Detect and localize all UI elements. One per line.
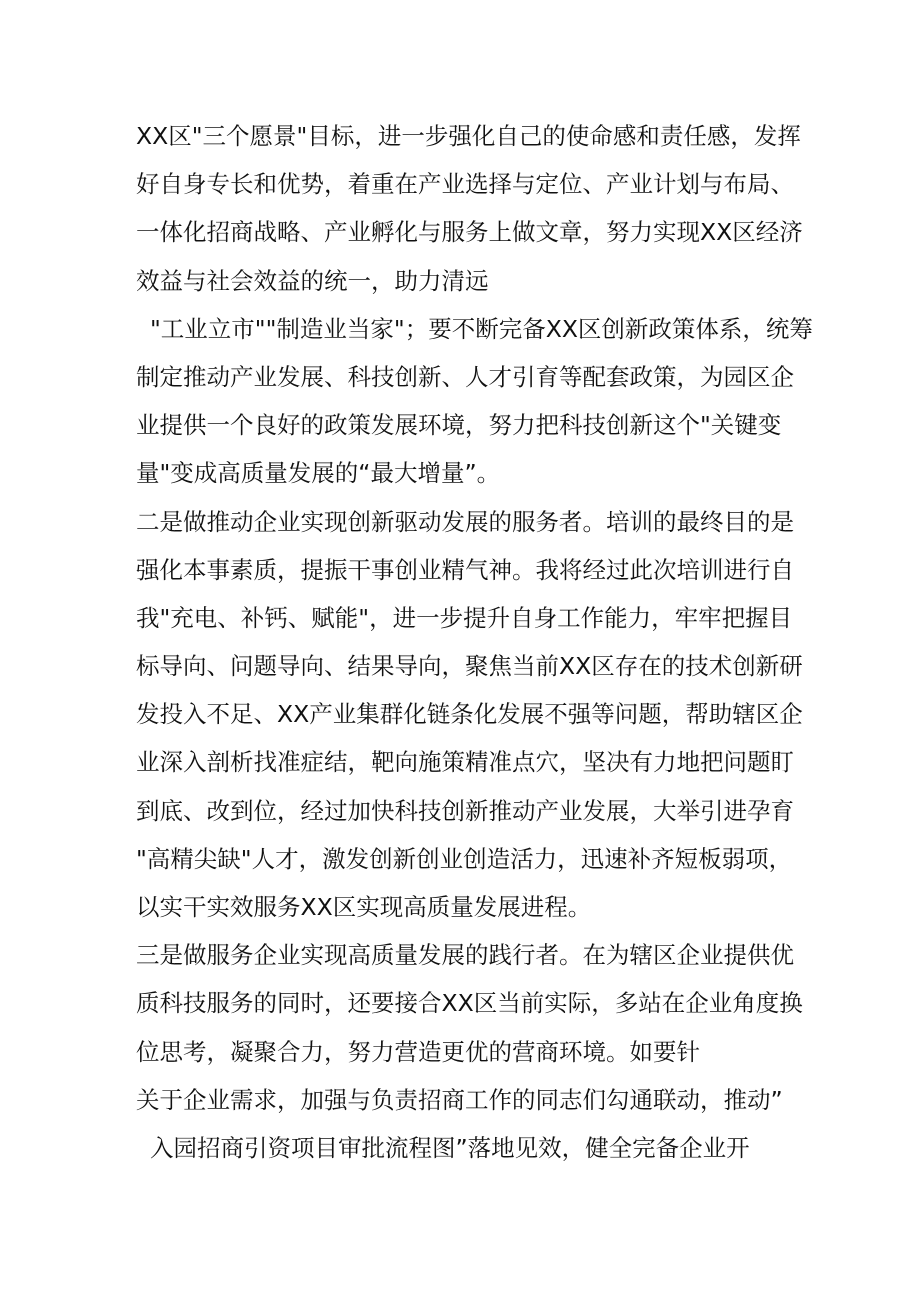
text-line-21: 关于企业需求，加强与负责招商工作的同志们勾通联动，推动” xyxy=(136,1085,783,1114)
text-line-9: 二是做推动企业实现创新驱动发展的服务者。培训的最终目的是 xyxy=(136,507,794,536)
text-line-7: 业提供一个良好的政策发展环境，努力把科技创新这个"关键变 xyxy=(136,411,782,440)
text-line-2: 好自身专长和优势，着重在产业选择与定位、产业计划与布局、 xyxy=(136,170,794,199)
text-line-8: 量"变成高质量发展的“最大增量”。 xyxy=(136,459,501,488)
text-line-17: 以实干实效服务XX区实现高质量发展进程。 xyxy=(136,893,592,921)
text-line-12: 标导向、问题导向、结果导向，聚焦当前XX区存在的技术创新研 xyxy=(136,652,803,681)
text-line-11: 我"充电、补钙、赋能"，进一步提升自身工作能力，牢牢把握目 xyxy=(136,603,793,632)
text-line-1: XX区"三个愿景"目标，进一步强化自己的使命感和责任感，发挥 xyxy=(136,122,801,150)
document-body xyxy=(136,112,813,1172)
text-line-4: 效益与社会效益的统一，助力清远 xyxy=(136,266,489,295)
text-line-13: 发投入不足、XX产业集群化链条化发展不强等问题，帮助辖区企 xyxy=(136,700,803,729)
text-line-19: 质科技服务的同时，还要接合XX区当前实际，多站在企业角度换 xyxy=(136,989,803,1018)
text-line-18: 三是做服务企业实现高质量发展的践行者。在为辖区企业提供优 xyxy=(136,941,794,970)
text-line-3: 一体化招商战略、产业孵化与服务上做文章，努力实现XX区经济 xyxy=(136,218,803,247)
text-line-20: 位思考，凝聚合力，努力营造更优的营商环境。如要针 xyxy=(136,1037,700,1066)
text-line-10: 强化本事素质，提振干事创业精气神。我将经过此次培训进行自 xyxy=(136,555,794,584)
text-line-5: "工业立市""制造业当家"；要不断完备XX区创新政策体系，统筹 xyxy=(150,314,813,343)
text-line-6: 制定推动产业发展、科技创新、人才引育等配套政策，为园区企 xyxy=(136,362,794,391)
text-line-22: 入园招商引资项目审批流程图”落地见效，健全完备企业开 xyxy=(150,1133,750,1162)
text-line-16: "高精尖缺"人才，激发创新创业创造活力，迅速补齐短板弱项， xyxy=(136,844,793,873)
text-line-15: 到底、改到位，经过加快科技创新推动产业发展，大举引进孕育 xyxy=(136,796,794,825)
text-line-14: 业深入剖析找准症结，靶向施策精准点穴，坚决有力地把问题盯 xyxy=(136,748,794,777)
